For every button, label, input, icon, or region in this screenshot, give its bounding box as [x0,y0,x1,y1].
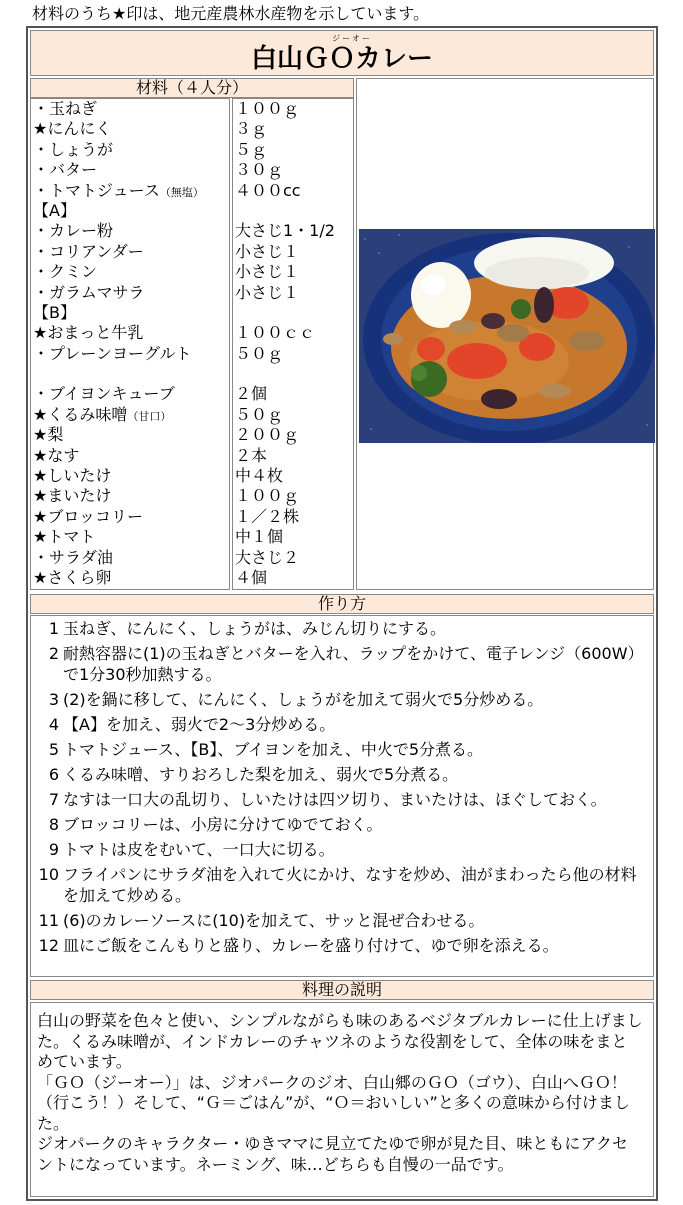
ingredient-amount: 大さじ1・1/2 [235,221,335,241]
ingredient-amounts-column [232,98,354,590]
steps-header: 作り方 [30,594,654,614]
ingredient-amount: 中４枚 [235,466,284,486]
ingredient-name: ・カレー粉 [33,221,114,241]
ingredient-name: ・玉ねぎ [33,99,98,118]
ingredient-amount [233,201,353,221]
step-item [31,739,653,760]
ingredient-names-column [30,98,230,590]
ingredient-amount: １００ｇ [235,99,300,118]
step-item [31,689,653,710]
step-number: 4 [48,715,59,734]
ingredient-name: ★しいたけ [33,466,112,486]
ingredient-name: ★梨 [33,425,64,445]
step-text: 玉ねぎ、にんにく、しょうがは、みじん切りにする。 [63,619,447,638]
ingredient-name: ・しょうが [33,139,114,159]
step-item [31,714,653,735]
ingredient-name: 【B】 [33,302,76,322]
ingredient-amount: ４００cc [235,180,301,200]
description-paragraph: ジオパークのキャラクター・ゆきママに見立てたゆで卵が見た目、味ともにアクセントになっています。ネーミング、味…どちらも自慢の一品です。 [37,1134,628,1174]
ingredient-name: ★さくら卵 [33,567,112,587]
step-number: 3 [48,690,59,709]
step-number: 6 [48,765,59,784]
description-body [30,1002,654,1197]
ingredient-name: ・プレーンヨーグルト [33,343,192,363]
ingredient-amount: 中１個 [235,527,284,547]
ingredient-name: 【A】 [33,200,76,220]
ingredient-amount: ２本 [235,445,268,465]
ingredient-name: ★おまっと牛乳 [33,323,144,343]
ingredient-amount [233,303,353,323]
photo-cell [356,78,654,590]
step-item [31,864,653,906]
step-number: 9 [48,840,59,859]
local-products-note: 材料のうち★印は、地元産農林水産物を示しています。 [32,4,430,23]
ingredient-amount: 小さじ１ [235,262,300,282]
ingredient-amount: １００ｇ [235,486,300,506]
ingredient-name [31,364,229,384]
ingredient-amount: １／２株 [235,506,300,526]
step-number: 1 [48,619,59,638]
ingredient-name: ・ガラムマサラ [33,282,145,302]
ingredient-amount: 小さじ１ [235,241,300,261]
step-text: フライパンにサラダ油を入れて火にかけ、なすを炒め、油がまわったら他の材料を加えて炒める。 [63,865,637,905]
step-number: 10 [38,865,59,884]
step-item [31,643,653,685]
step-item [31,814,653,835]
ingredient-name: ★まいたけ [33,486,112,506]
step-item [31,839,653,860]
ingredient-name: ・クミン [33,262,98,282]
ingredient-name: ・ブイヨンキューブ [33,384,175,404]
page-title: 白山ＧＯカレー [250,44,433,74]
step-number: 5 [48,740,59,759]
step-text: (6)のカレーソースに(10)を加えて、サッと混ぜ合わせる。 [63,911,485,930]
ingredient-amount: ２００ｇ [235,425,300,445]
ingredient-name: ★トマト [33,527,96,547]
ingredient-note: （甘口） [127,409,172,423]
ingredient-name: ・トマトジュース（無塩） [33,180,204,200]
step-text: くるみ味噌、すりおろした梨を加え、弱火で5分煮る。 [63,765,459,784]
ingredient-name: ★にんにく [33,119,112,139]
ingredient-amount: 小さじ１ [235,282,300,302]
ingredient-name: ★なす [33,445,80,465]
step-text: 耐熱容器に(1)の玉ねぎとバターを入れ、ラップをかけて、電子レンジ（600W）で1分30秒加熱する。 [63,644,644,684]
ingredient-note: （無塩） [159,185,204,199]
step-text: トマトは皮をむいて、一口大に切る。 [63,840,335,859]
step-number: 2 [48,644,59,663]
description-header: 料理の説明 [30,980,654,1000]
ingredient-amount: ４個 [235,567,268,587]
ingredient-amount: ５ｇ [235,139,268,159]
ingredient-name: ・バター [33,160,98,180]
title-box [30,30,654,76]
step-item [31,935,653,956]
ingredient-name: ・サラダ油 [33,547,113,567]
ingredient-amount: １００ｃｃ [235,323,316,343]
step-item [31,618,653,639]
ingredient-amount: ５０ｇ [235,404,284,424]
ingredient-name: ・コリアンダー [33,241,144,261]
step-item [31,910,653,931]
ingredient-amount: ３ｇ [235,119,268,139]
recipe-card [26,26,658,1201]
step-number: 8 [48,815,59,834]
ingredient-amount: ５０ｇ [235,343,284,363]
step-text: (2)を鍋に移して、にんにく、しょうがを加えて弱火で5分炒める。 [63,690,544,709]
step-number: 11 [38,911,59,930]
step-number: 7 [48,790,59,809]
step-text: 皿にご飯をこんもりと盛り、カレーを盛り付けて、ゆで卵を添える。 [63,936,559,955]
ingredient-name: ★くるみ味噌（甘口） [33,404,172,424]
step-text: ブロッコリーは、小房に分けてゆでておく。 [63,815,383,834]
step-text: トマトジュース、【B】、ブイヨンを加え、中火で5分煮る。 [63,740,484,759]
title-ruby: ジーオー [332,34,372,43]
step-item [31,764,653,785]
step-text: 【A】を加え、弱火で2～3分炒める。 [63,715,336,734]
ingredient-amount [233,364,353,384]
step-text: なすは一口大の乱切り、しいたけは四ツ切り、まいたけは、ほぐしておく。 [63,790,607,809]
curry-plate-photo [359,229,655,443]
ingredient-amount: ２個 [235,384,268,404]
materials-header: 材料（４人分） [30,78,354,98]
step-number: 12 [38,936,59,955]
description-paragraph: 白山の野菜を色々と使い、シンプルながらも味のあるベジタブルカレーに仕上げました。くるみ味噌が、インドカレーのチャツネのような役割をして、全体の味をまとめています。 [37,1011,643,1071]
ingredient-amount: 大さじ２ [235,547,300,567]
description-paragraph: 「ＧＯ（ジーオー）」は、ジオパークのジオ、白山郷のＧＯ（ゴウ）、白山へＧＯ！（行こう！）そして、“Ｇ＝ごはん”が、“Ｏ＝おいしい”と多くの意味から付けました。 [37,1072,630,1133]
step-item [31,789,653,810]
ingredient-amount: ３０ｇ [235,160,284,180]
steps-list [30,615,654,977]
ingredient-name: ★ブロッコリー [33,506,144,526]
